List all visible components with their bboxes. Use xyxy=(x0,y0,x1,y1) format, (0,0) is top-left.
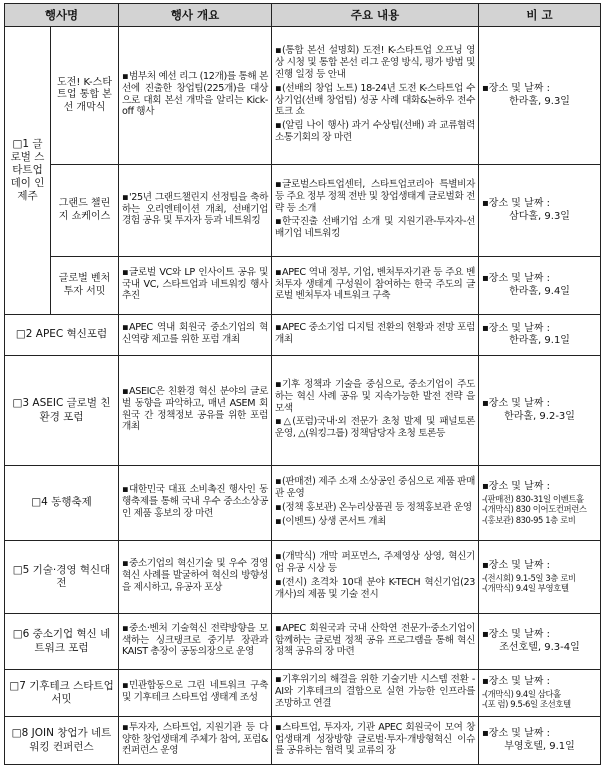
bullet-text: 스타트업, 투자자, 기관 APEC 회원국이 모여 창업생태계 성장방향 글로벌·투자·개방형혁신 이슈를 공유하는 협력 및 교류의 장 xyxy=(275,721,476,757)
bullet-item xyxy=(122,484,268,520)
bullet-text: (판매전) 제주 소재 소상공인 중심으로 제품 판매관 운영 xyxy=(275,476,476,500)
header-content: 주요 내용 xyxy=(272,4,479,27)
bullet-item xyxy=(275,322,475,346)
bullet-text: 글로벌스타트업센터, 스타트업코리아 특별비자 등 주요 정부 정책 전반 및 창업생태계 글로벌화 전략 등 소개 xyxy=(275,178,476,214)
bullet-item xyxy=(275,674,475,710)
remarks-value: -(개막식) 830 이어도컨퍼런스 xyxy=(482,504,587,514)
overview-cell xyxy=(119,670,272,717)
bullet-icon: ▪ xyxy=(275,266,282,278)
remarks-cell xyxy=(479,257,601,315)
bullet-item xyxy=(275,722,475,758)
bullet-icon: ▪ xyxy=(122,191,129,203)
bullet-text: 기후 정책과 기술을 중심으로, 중소기업이 주도하는 혁신 사례 공유 및 지속가능한 발전 전략 을 모색 xyxy=(275,378,476,414)
remarks-value: 조선호텔, 9.3-4일 xyxy=(499,641,580,653)
table-row xyxy=(5,27,601,165)
remarks-label: ▪장소 및 날짜 : xyxy=(482,676,550,688)
remarks-label: ▪장소 및 날짜 : xyxy=(482,560,550,572)
bullet-text: (이벤트) 상생 콘서트 개최 xyxy=(282,515,387,527)
table-row xyxy=(5,466,601,541)
bullet-icon: ▪ xyxy=(275,476,282,488)
remarks-value: -(판매전) 830-31일 이벤트홀 xyxy=(482,493,584,504)
remarks-label: ▪장소 및 날짜 : xyxy=(482,83,550,94)
remarks-value: -(포 럼) 9.5-6일 조선호텔 xyxy=(482,699,571,710)
bullet-item xyxy=(122,623,268,659)
bullet-icon: ▪ xyxy=(275,82,282,94)
overview-cell xyxy=(119,257,272,315)
remarks-cell xyxy=(479,165,601,257)
bullet-text: 한국진출 선배기업 소개 및 지원기관-투자자-선배기업 네트워킹 xyxy=(275,216,476,240)
header-remarks: 비 고 xyxy=(479,4,601,27)
overview-cell xyxy=(119,165,272,257)
bullet-text: (통합 본선 설명회) 도전! K-스타트업 오프닝 영상 시청 및 통합 본선 리그 운영 방식, 평가 방법 및 진행 일정 등 안내 xyxy=(275,44,476,80)
bullet-text: APEC 역내 회원국 중소기업의 혁신역량 제고를 위한 포럼 개최 xyxy=(122,322,269,345)
bullet-icon: ▪ xyxy=(275,44,282,56)
remarks-label: ▪장소 및 날짜 : xyxy=(482,398,550,409)
bullet-text: (개막식) 개막 퍼포먼스, 주제영상 상영, 혁신기업 유공 시상 등 xyxy=(275,551,476,575)
bullet-text: (알림 나이 행사) 과거 수상팀(선배) 과 교류협력 소통기회의 장 마련 xyxy=(275,120,476,144)
content-cell xyxy=(272,541,479,614)
remarks-cell xyxy=(479,356,601,466)
bullet-item xyxy=(275,83,475,119)
bullet-icon: ▪ xyxy=(122,721,129,733)
sub-event-name: 그랜드 챌린지 쇼케이스 xyxy=(51,165,119,257)
overview-cell xyxy=(119,315,272,356)
remarks-label: ▪장소 및 날짜 : xyxy=(482,481,550,492)
bullet-item xyxy=(275,551,475,575)
overview-cell xyxy=(119,27,272,165)
remarks-value: -(전시회) 9.1-5일 3층 로비 xyxy=(482,572,576,583)
bullet-item xyxy=(275,379,475,415)
bullet-text: 기후위기의 해결을 위한 기술기반 시스템 전환 - AI와 기후테크의 결합으로 실현 가능한 인프라를 조망하고 연결 xyxy=(275,674,476,709)
bullet-icon: ▪ xyxy=(275,721,282,733)
bullet-icon: ▪ xyxy=(122,322,129,334)
bullet-text: 중소·벤처 기술혁신 전략방향을 모색하는 싱크탱크로 중기부 장관과 KAIST 총장이 공동의장으로 운영 xyxy=(122,622,269,658)
bullet-text: 투자자, 스타트업, 지원기관 등 다양한 창업생태계 주체가 참여, 포럼&컨퍼런스 운영 xyxy=(122,721,269,757)
bullet-item xyxy=(275,267,475,303)
bullet-icon: ▪ xyxy=(275,120,282,132)
bullet-item xyxy=(275,623,475,659)
remarks-value: 한라홀, 9.4일 xyxy=(509,285,570,297)
remarks-value: 부영호텔, 9.1일 xyxy=(504,740,575,752)
bullet-item xyxy=(275,120,475,144)
bullet-icon: ▪ xyxy=(122,558,129,570)
bullet-item xyxy=(122,322,268,346)
bullet-item xyxy=(275,476,475,500)
remarks-cell xyxy=(479,27,601,165)
event-name: □6 중소기업 혁신 네트워크 포럼 xyxy=(5,614,119,670)
remarks-cell xyxy=(479,315,601,356)
remarks-value: 삼다홀, 9.3일 xyxy=(509,210,570,222)
remarks-cell xyxy=(479,466,601,541)
overview-cell xyxy=(119,717,272,765)
content-cell xyxy=(272,466,479,541)
overview-cell xyxy=(119,541,272,614)
bullet-item xyxy=(275,502,475,514)
sub-event-name: 글로벌 벤처투자 서밋 xyxy=(51,257,119,315)
content-cell xyxy=(272,27,479,165)
overview-cell xyxy=(119,466,272,541)
group-label: □1 글로벌 스타트업 데이 인 제주 xyxy=(5,27,51,315)
bullet-item xyxy=(122,558,268,594)
remarks-cell xyxy=(479,541,601,614)
remarks-label: ▪장소 및 날짜 : xyxy=(482,322,550,334)
content-cell xyxy=(272,670,479,717)
table-row xyxy=(5,315,601,356)
content-cell xyxy=(272,257,479,315)
bullet-item xyxy=(122,192,268,228)
remarks-label: ▪장소 및 날짜 : xyxy=(482,273,550,284)
bullet-icon: ▪ xyxy=(275,502,282,513)
bullet-text: (전시) 초격차 10대 분야 K-TECH 혁신기업(23개사)의 제품 및 기술 전시 xyxy=(275,577,476,600)
remarks-value: -(개막식) 9.4일 삼다홀 xyxy=(482,688,561,699)
remarks-cell xyxy=(479,717,601,765)
bullet-icon: ▪ xyxy=(275,378,282,390)
bullet-text: 글로벌 VC와 LP 인사이트 공유 및 국내 VC, 스타트업과 네트워킹 행사 추진 xyxy=(122,266,269,302)
table-row xyxy=(5,165,601,257)
remarks-label: ▪장소 및 날짜 : xyxy=(482,198,550,209)
remarks-cell xyxy=(479,670,601,717)
table-row xyxy=(5,541,601,614)
table-row xyxy=(5,614,601,670)
bullet-text: APEC 중소기업 디지털 전환의 현황과 전망 포럼 개최 xyxy=(275,322,476,345)
bullet-icon: ▪ xyxy=(275,178,282,190)
bullet-icon: ▪ xyxy=(275,622,282,634)
table-row xyxy=(5,356,601,466)
bullet-icon: ▪ xyxy=(122,266,129,278)
table-row xyxy=(5,717,601,765)
bullet-icon: ▪ xyxy=(275,674,282,686)
bullet-icon: ▪ xyxy=(275,551,282,563)
bullet-item xyxy=(275,179,475,215)
header-overview: 행사 개요 xyxy=(119,4,272,27)
bullet-icon: ▪ xyxy=(122,484,129,496)
bullet-text: '25년 그랜드챌린지 선정팀을 축하하는 오리엔테이션 개최, 선배기업 경험 공유 및 투자자 등과 네트워킹 xyxy=(122,191,269,227)
bullet-item xyxy=(122,386,268,434)
overview-cell xyxy=(119,356,272,466)
header-event: 행사명 xyxy=(5,4,119,27)
bullet-icon: ▪ xyxy=(122,385,129,397)
remarks-value: 한라홀, 9.3일 xyxy=(509,95,570,107)
bullet-icon: ▪ xyxy=(122,622,129,634)
bullet-text: 대한민국 대표 소비촉진 행사인 동행축제를 통해 국내 우수 중소소상공인 제품 홍보의 장 마련 xyxy=(122,484,269,519)
remarks-value: -(홍보관) 830-95 1층 로비 xyxy=(482,514,576,525)
bullet-item xyxy=(275,216,475,240)
event-name: □3 ASEIC 글로벌 친환경 포럼 xyxy=(5,356,119,466)
sub-event-name: 도전! K-스타트업 통합 본선 개막식 xyxy=(51,27,119,165)
bullet-item xyxy=(275,45,475,81)
table-row xyxy=(5,670,601,717)
remarks-cell xyxy=(479,614,601,670)
overview-cell xyxy=(119,614,272,670)
bullet-item xyxy=(122,680,268,704)
event-name: □5 기술·경영 혁신대전 xyxy=(5,541,119,614)
event-table xyxy=(4,3,601,765)
bullet-icon: ▪ xyxy=(122,680,129,692)
remarks-label: ▪장소 및 날짜 : xyxy=(482,629,550,640)
event-name: □4 동행축제 xyxy=(5,466,119,541)
content-cell xyxy=(272,614,479,670)
table-row xyxy=(5,257,601,315)
bullet-icon: ▪ xyxy=(275,416,282,428)
remarks-value: -(개막식) 9.4일 부영호텔 xyxy=(482,583,569,594)
event-name: □7 기후테크 스타트업서밋 xyxy=(5,670,119,717)
bullet-text: (선배의 창업 노트) 18-24년 도전 K-스타트업 수상기업(선배 창업팀) 성공 사례 대화&논하우 전수 토크 쇼 xyxy=(275,82,476,118)
bullet-item xyxy=(275,577,475,601)
bullet-icon: ▪ xyxy=(275,577,282,588)
bullet-item xyxy=(275,416,475,440)
event-name: □2 APEC 혁신포럼 xyxy=(5,315,119,356)
bullet-icon: ▪ xyxy=(275,515,282,527)
event-name: □8 JOIN 창업가 네트워킹 컨퍼런스 xyxy=(5,717,119,765)
remarks-value: 한라홀, 9.2-3일 xyxy=(504,410,575,422)
bullet-text: ASEIC은 친환경 혁신 분야의 글로벌 동향을 파악하고, 매년 ASEM 회원국 간 정책정보 공유를 위한 포럼개최 xyxy=(122,385,269,433)
bullet-icon: ▪ xyxy=(122,70,129,82)
bullet-item xyxy=(275,516,475,528)
bullet-text: APEC 회원국과 국내 산학연 전문가·중소기업이 함께하는 글로벌 정책 공유 프로그램을 통해 혁신 정책 공유의 장 마련 xyxy=(275,622,476,658)
bullet-text: 민관합동으로 그린 네트워크 구축 및 기후테크 스타트업 생태계 조성 xyxy=(122,680,269,703)
bullet-text: (정책 홍보관) 온누리상품권 등 정책홍보관 운영 xyxy=(282,502,472,513)
bullet-text: △(포럼)국내·외 전문가 초청 발제 및 패널토론 운영, △(워킹그룹) 정책담당자 초청 토론등 xyxy=(275,416,476,440)
bullet-icon: ▪ xyxy=(275,322,282,334)
remarks-value: 한라홀, 9.1일 xyxy=(509,335,570,346)
bullet-item xyxy=(122,722,268,758)
content-cell xyxy=(272,717,479,765)
bullet-text: 중소기업의 혁신기술 및 우수 경영혁신 사례를 발굴하여 혁신의 방향성을 제시하고, 유공자 포상 xyxy=(122,558,269,593)
bullet-text: APEC 역내 정부, 기업, 벤처투자기관 등 주요 벤처투자 생태계 구성원이 참여하는 한국 주도의 글로벌 벤처투자 네트워크 구축 xyxy=(275,266,476,302)
content-cell xyxy=(272,356,479,466)
bullet-icon: ▪ xyxy=(275,216,282,228)
remarks-label: ▪장소 및 날짜 : xyxy=(482,728,550,739)
content-cell xyxy=(272,315,479,356)
header-row xyxy=(5,4,601,27)
content-cell xyxy=(272,165,479,257)
bullet-item xyxy=(122,71,268,119)
bullet-text: 범부처 예선 리그 (12개)를 통해 본선에 진출한 창업팀(225개)을 대상으로 대회 본선 개막을 알리는 Kick-off 행사 xyxy=(122,70,269,118)
bullet-item xyxy=(122,267,268,303)
